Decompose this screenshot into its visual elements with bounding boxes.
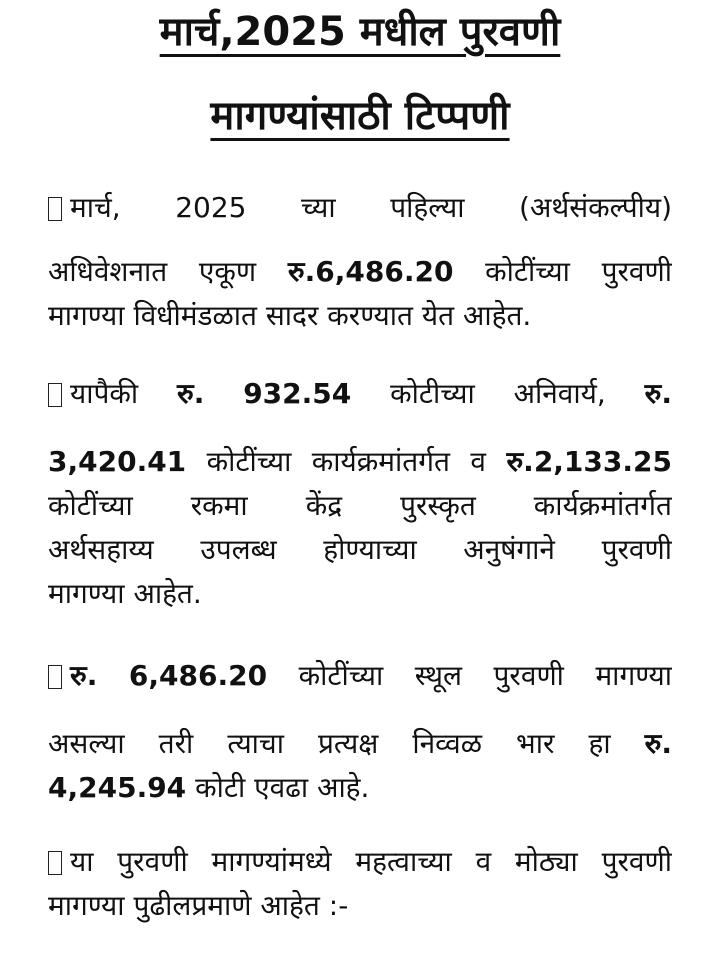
- text-segment: (अर्थसंकल्पीय): [519, 191, 672, 224]
- text-segment: च्या: [301, 191, 336, 224]
- document-title-line-1: मार्च,2025 मधील पुरवणी: [159, 9, 561, 55]
- text-segment: यापैकी: [70, 377, 139, 410]
- text-segment: कोटींच्या पुरवणी: [485, 255, 672, 288]
- paragraph-line: [48, 722, 672, 766]
- amount-programme: 3,420.41: [48, 445, 187, 478]
- document-title-line-2: मागण्यांसाठी टिप्पणी: [210, 93, 510, 139]
- paragraph-3-body: [48, 722, 672, 810]
- paragraph-line: [48, 250, 672, 294]
- missing-glyph-box-icon: [48, 665, 62, 689]
- missing-glyph-box-icon: [48, 851, 62, 875]
- text-segment: अधिवेशनात एकूण: [48, 255, 257, 288]
- text-segment: अनिवार्य,: [513, 377, 606, 410]
- paragraph-line: मागण्या विधीमंडळात सादर करण्यात येत आहेत.: [48, 299, 532, 332]
- paragraph-line: मागण्या पुढीलप्रमाणे आहेत :-: [48, 889, 349, 922]
- paragraph-3-first-line: [48, 654, 672, 698]
- paragraph-line: कोटींच्या रकमा केंद्र पुरस्कृत कार्यक्रमांतर्गत: [48, 489, 672, 522]
- paragraph-1-first-line: [48, 186, 672, 230]
- paragraph-line: [48, 440, 672, 484]
- text-segment: कोटींच्या स्थूल पुरवणी मागण्या: [298, 659, 672, 692]
- currency-label: रु.: [644, 377, 672, 410]
- paragraph-line: [48, 766, 672, 810]
- text-segment: कोटींच्या कार्यक्रमांतर्गत व: [206, 445, 486, 478]
- amount-mandatory: 932.54: [243, 377, 352, 410]
- text-segment: कोटीच्या: [390, 377, 475, 410]
- text-segment: कोटी एवढा आहे.: [195, 771, 370, 804]
- amount-gross: 6,486.20: [128, 659, 268, 692]
- paragraph-line: [48, 840, 672, 884]
- paragraph-2-first-line: [48, 372, 672, 416]
- paragraph-line: [48, 372, 672, 416]
- paragraph-line: [48, 186, 672, 230]
- text-segment: मार्च,: [70, 191, 121, 224]
- paragraph-2-body: [48, 440, 672, 616]
- text-segment: असल्या तरी त्याचा प्रत्यक्ष निव्वळ भार हा: [48, 727, 611, 760]
- text-segment: 2025: [175, 191, 247, 224]
- text-segment: पहिल्या: [390, 191, 465, 224]
- paragraph-line: [48, 654, 672, 698]
- text-segment: या पुरवणी मागण्यांमध्ये महत्वाच्या व मोठ्या पुरवणी: [70, 845, 672, 878]
- currency-label: रु.: [70, 659, 98, 692]
- currency-label: रु.: [176, 377, 205, 410]
- paragraph-4: [48, 840, 672, 928]
- paragraph-line: मागण्या आहेत.: [48, 577, 202, 610]
- amount-total: रु.6,486.20: [287, 255, 454, 288]
- currency-label: रु.: [644, 727, 672, 760]
- amount-central: रु.2,133.25: [506, 445, 672, 478]
- paragraph-line: अर्थसहाय्य उपलब्ध होण्याच्या अनुषंगाने पुरवणी: [48, 533, 672, 566]
- paragraph-1-body: [48, 250, 672, 338]
- amount-net: 4,245.94: [48, 771, 187, 804]
- missing-glyph-box-icon: [48, 197, 62, 221]
- missing-glyph-box-icon: [48, 383, 62, 407]
